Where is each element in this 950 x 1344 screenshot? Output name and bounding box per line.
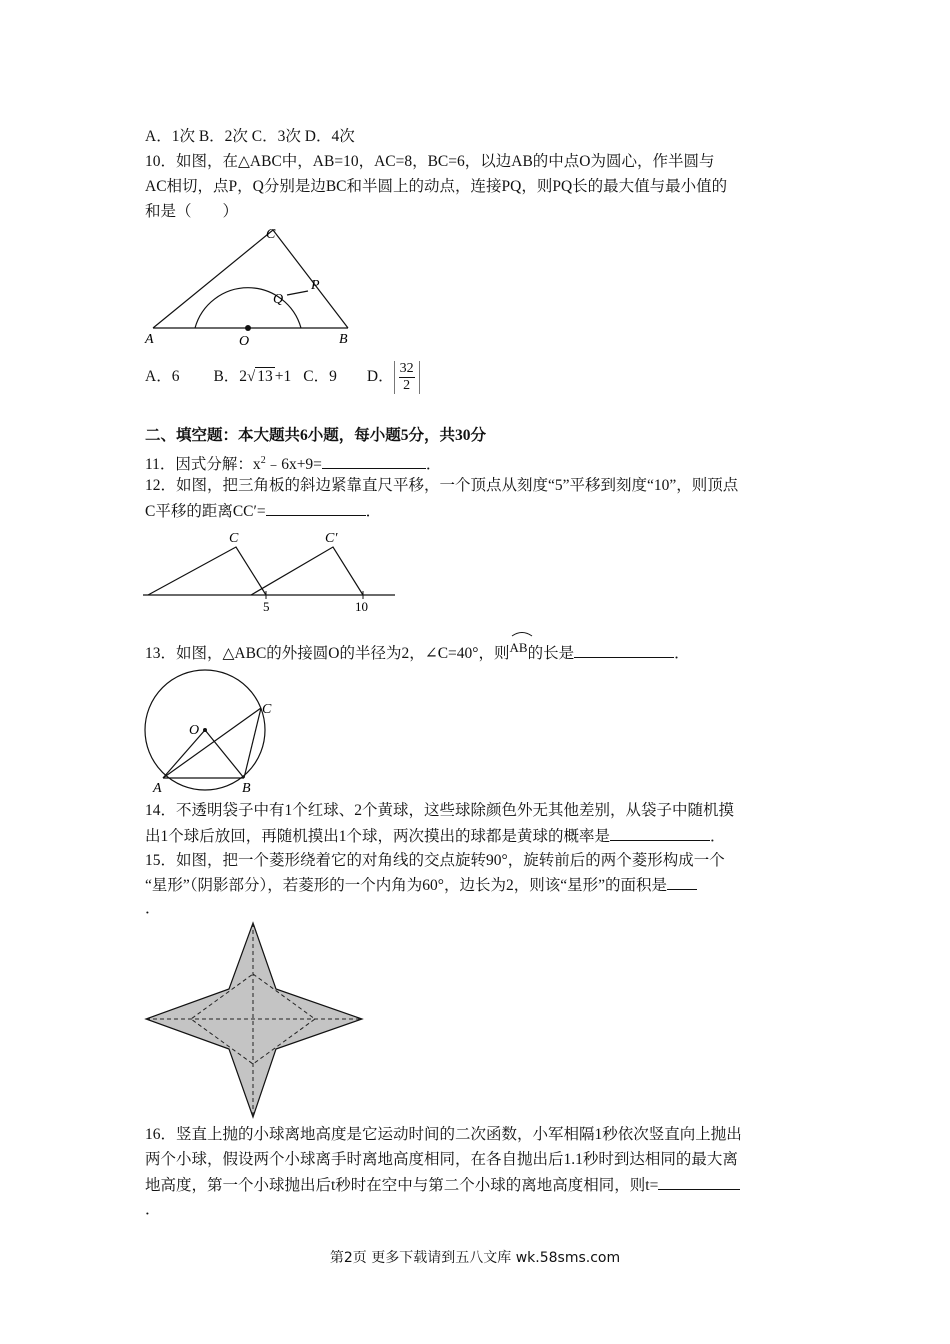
section-2-title: 二、填空题：本大题共6小题，每小题5分，共30分 bbox=[145, 427, 487, 444]
q13-answer-blank[interactable] bbox=[574, 641, 674, 658]
label-c: C bbox=[266, 227, 276, 242]
arc-mark-icon bbox=[510, 629, 534, 637]
q12-answer-blank[interactable] bbox=[266, 499, 366, 516]
q16-answer-blank[interactable] bbox=[658, 1173, 740, 1190]
label-c-prime: C′ bbox=[325, 531, 338, 546]
q14-line1: 14．不透明袋子中有1个红球、2个黄球，这些球除颜色外无其他差别，从袋子中随机摸 bbox=[145, 802, 735, 819]
q15-line2: “星形”（阴影部分），若菱形的一个内角为60°，边长为2，则该“星形”的面积是 bbox=[145, 873, 697, 898]
q15-answer-blank[interactable] bbox=[667, 873, 697, 890]
star-shape bbox=[146, 923, 362, 1117]
q16-line3: 地高度，第一个小球抛出后t秒时在空中与第二个小球的离地高度相同，则t= bbox=[145, 1173, 740, 1198]
q10-option-b-radicand: 13 bbox=[257, 368, 273, 386]
q10-option-a: A．6 bbox=[145, 368, 180, 386]
q10-figure bbox=[143, 225, 353, 349]
q10-line2: AC相切，点P，Q分别是边BC和半圆上的动点，连接PQ，则PQ长的最大值与最小值的 bbox=[145, 178, 728, 195]
q10-option-b-prefix: B．2 bbox=[213, 368, 248, 386]
label-c: C bbox=[229, 531, 239, 546]
triangle-original bbox=[148, 547, 266, 595]
q10-option-c: C．9 bbox=[303, 368, 337, 386]
segment-pq bbox=[287, 291, 308, 295]
q14-line2: 出1个球后放回，再随机摸出1个球，两次摸出的球都是黄球的概率是 ． bbox=[145, 824, 726, 849]
q16-end: ． bbox=[145, 1201, 161, 1218]
label-a: A bbox=[145, 332, 154, 347]
semicircle bbox=[195, 288, 301, 328]
q15-end: ． bbox=[145, 900, 161, 917]
triangle-translated bbox=[251, 547, 363, 595]
q12-figure bbox=[143, 527, 398, 615]
q13-figure bbox=[141, 668, 276, 794]
label-a: A bbox=[153, 781, 162, 794]
label-b: B bbox=[339, 332, 348, 347]
label-b: B bbox=[242, 781, 251, 794]
sqrt-symbol: √ bbox=[247, 369, 256, 386]
center-o-dot bbox=[203, 728, 207, 732]
q14-answer-blank[interactable] bbox=[610, 824, 710, 841]
q10-option-b-suffix: +1 bbox=[274, 368, 292, 386]
label-c: C bbox=[262, 702, 272, 717]
segment-ac bbox=[153, 230, 273, 328]
segment-ob bbox=[205, 730, 244, 778]
q10-line3: 和是（ ） bbox=[145, 203, 239, 220]
q13: 13．如图，△ABC的外接圆O的半径为2，∠C=40°，则 AB的长是 ． bbox=[145, 636, 690, 666]
q12-line1: 12．如图，把三角板的斜边紧靠直尺平移，一个顶点从刻度“5”平移到刻度“10”，则顶点 bbox=[145, 477, 739, 494]
q12-line2: C平移的距离CC′= ． bbox=[145, 499, 381, 524]
page-footer: 第2页 更多下载请到五八文库 wk.58sms.com bbox=[329, 1250, 621, 1266]
q16-line2: 两个小球，假设两个小球离手时离地高度相同，在各自抛出后1.1秒时到达相同的最大离 bbox=[145, 1151, 738, 1168]
q16-line1: 16．竖直上抛的小球离地高度是它运动时间的二次函数，小军相隔1秒依次竖直向上抛出 bbox=[145, 1126, 742, 1143]
q10-option-d: D． bbox=[366, 368, 394, 386]
q11: 11．因式分解：$x^2﹣6x+9=$ ． bbox=[145, 449, 441, 477]
q10-option-d-fraction: $\frac{32}{2}$ bbox=[394, 361, 420, 394]
label-q: Q bbox=[273, 292, 284, 307]
q10-line1: 10．如图，在△ABC中，AB=10，AC=8，BC=6，以边AB的中点O为圆心，作半圆与 bbox=[145, 153, 715, 170]
q15-line1: 15．如图，把一个菱形绕着它的对角线的交点旋转90°，旋转前后的两个菱形构成一个 bbox=[145, 852, 725, 869]
q9-options: A．1次 B．2次 C．3次 D．4次 bbox=[145, 128, 355, 145]
label-o: O bbox=[189, 723, 200, 738]
q15-figure bbox=[143, 920, 365, 1120]
center-o-dot bbox=[245, 325, 251, 331]
label-5: 5 bbox=[263, 599, 270, 614]
label-10: 10 bbox=[355, 599, 368, 614]
q10-options bbox=[145, 361, 420, 394]
arc-ab-label: AB bbox=[510, 636, 528, 660]
label-p: P bbox=[311, 278, 320, 293]
q11-answer-blank[interactable] bbox=[322, 452, 426, 469]
label-o: O bbox=[239, 334, 250, 349]
